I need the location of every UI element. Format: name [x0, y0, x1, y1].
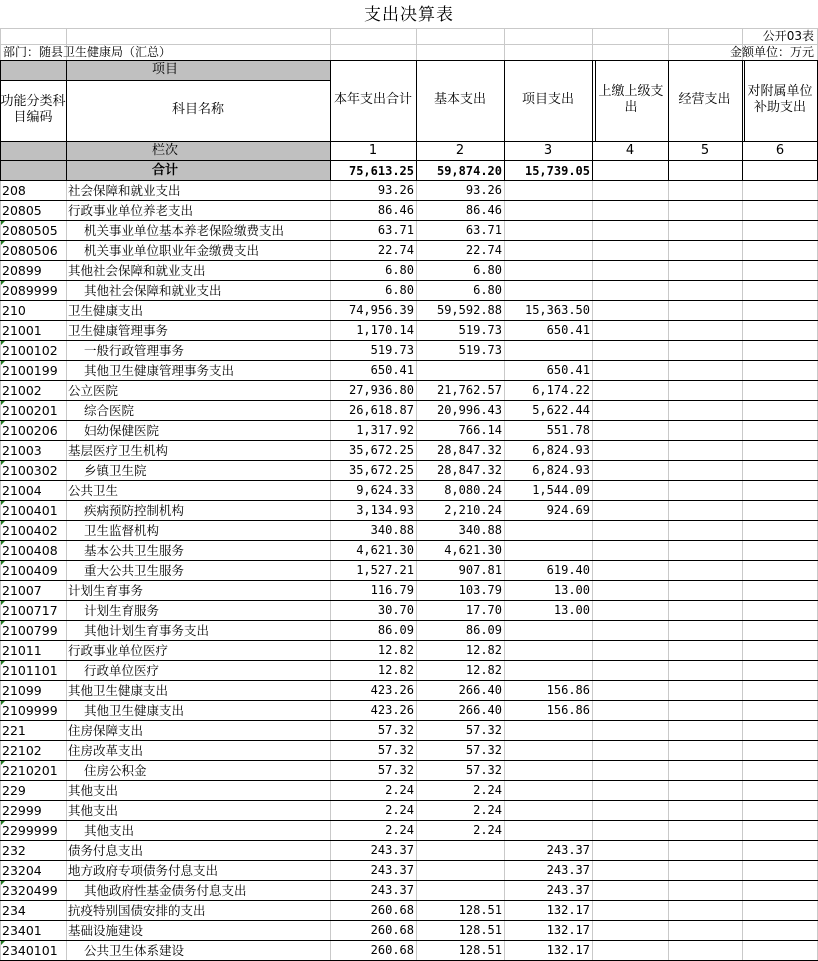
row-basic: 63.71 — [465, 223, 502, 237]
row-basic: 59,592.88 — [436, 303, 502, 317]
row-basic: 766.14 — [458, 423, 502, 437]
row-name: 其他卫生健康支出 — [68, 683, 169, 698]
text-number-indicator-icon — [1, 221, 5, 225]
row-name: 其他社会保障和就业支出 — [68, 263, 206, 278]
grid-line — [592, 60, 593, 180]
row-total: 2.24 — [385, 823, 414, 837]
row-project — [504, 660, 590, 680]
row-project — [504, 640, 590, 660]
row-basic: 2,210.24 — [444, 503, 502, 517]
row-project: 156.86 — [546, 703, 590, 717]
row-code: 23204 — [2, 863, 42, 878]
row-basic: 128.51 — [458, 923, 502, 937]
row-name: 基础设施建设 — [68, 923, 144, 938]
row-total: 9,624.33 — [356, 483, 414, 497]
row-name: 其他社会保障和就业支出 — [84, 283, 222, 298]
row-name: 计划生育事务 — [68, 583, 144, 598]
row-project — [504, 720, 590, 740]
row-basic: 21,762.57 — [436, 383, 502, 397]
row-basic: 266.40 — [458, 703, 502, 717]
row-basic: 8,080.24 — [444, 483, 502, 497]
row-project: 551.78 — [546, 423, 590, 437]
row-code: 21099 — [2, 683, 42, 698]
text-number-indicator-icon — [1, 501, 5, 505]
row-project — [504, 800, 590, 820]
row-project: 15,363.50 — [524, 303, 590, 317]
header-item-group: 项目 — [151, 62, 178, 77]
text-number-indicator-icon — [1, 401, 5, 405]
row-project: 6,174.22 — [532, 383, 590, 397]
row-basic: 2.24 — [473, 783, 502, 797]
row-total: 57.32 — [377, 763, 414, 777]
row-total: 93.26 — [377, 183, 414, 197]
row-total: 63.71 — [377, 223, 414, 237]
row-project — [504, 260, 590, 280]
row-code: 21011 — [2, 643, 42, 658]
row-basic: 17.70 — [465, 603, 502, 617]
grid-line — [0, 28, 818, 29]
row-basic — [416, 880, 502, 900]
row-code: 2080505 — [2, 223, 58, 238]
header-subsidy: 对附属单位补助支出 — [747, 84, 813, 115]
row-code: 2100408 — [2, 543, 58, 558]
row-total: 423.26 — [370, 683, 414, 697]
row-basic: 20,996.43 — [436, 403, 502, 417]
row-project — [504, 200, 590, 220]
row-total: 26,618.87 — [348, 403, 414, 417]
row-name: 债务付息支出 — [68, 843, 144, 858]
row-name: 其他卫生健康管理事务支出 — [84, 363, 235, 378]
row-code: 229 — [2, 783, 26, 798]
row-name: 卫生健康管理事务 — [68, 323, 169, 338]
row-code: 21007 — [2, 583, 42, 598]
row-name: 其他支出 — [84, 823, 135, 838]
row-total: 57.32 — [377, 723, 414, 737]
seq-label: 栏次 — [151, 143, 178, 158]
row-name: 妇幼保健医院 — [84, 423, 160, 438]
row-total: 650.41 — [370, 363, 414, 377]
row-code: 23401 — [2, 923, 42, 938]
row-name: 社会保障和就业支出 — [68, 183, 181, 198]
text-number-indicator-icon — [1, 521, 5, 525]
row-name: 住房公积金 — [84, 763, 147, 778]
row-basic: 86.09 — [465, 623, 502, 637]
text-number-indicator-icon — [1, 821, 5, 825]
text-number-indicator-icon — [1, 361, 5, 365]
row-basic — [416, 860, 502, 880]
row-project: 243.37 — [546, 863, 590, 877]
row-total: 6.80 — [385, 263, 414, 277]
row-total: 1,317.92 — [356, 423, 414, 437]
row-name: 地方政府专项债务付息支出 — [68, 863, 219, 878]
row-project: 650.41 — [546, 323, 590, 337]
row-total: 35,672.25 — [348, 443, 414, 457]
grid-line — [742, 60, 743, 180]
row-code: 2089999 — [2, 283, 58, 298]
row-project: 132.17 — [546, 943, 590, 957]
row-code: 208 — [2, 183, 26, 198]
row-basic: 103.79 — [458, 583, 502, 597]
row-total: 519.73 — [370, 343, 414, 357]
row-project: 132.17 — [546, 903, 590, 917]
seq-num-6: 6 — [775, 143, 785, 158]
row-code: 210 — [2, 303, 26, 318]
row-total: 2.24 — [385, 783, 414, 797]
row-total: 86.46 — [377, 203, 414, 217]
row-code: 21003 — [2, 443, 42, 458]
row-basic: 57.32 — [465, 723, 502, 737]
row-total: 30.70 — [377, 603, 414, 617]
row-basic: 266.40 — [458, 683, 502, 697]
row-project: 13.00 — [553, 603, 590, 617]
row-total: 86.09 — [377, 623, 414, 637]
text-number-indicator-icon — [1, 701, 5, 705]
total-label: 合计 — [151, 162, 178, 178]
row-total: 74,956.39 — [348, 303, 414, 317]
row-total: 260.68 — [370, 923, 414, 937]
row-basic: 93.26 — [465, 183, 502, 197]
row-code: 232 — [2, 843, 26, 858]
row-code: 2080506 — [2, 243, 58, 258]
row-name: 基本公共卫生服务 — [84, 543, 185, 558]
row-project — [504, 340, 590, 360]
row-basic: 86.46 — [465, 203, 502, 217]
row-project: 243.37 — [546, 883, 590, 897]
row-total: 116.79 — [370, 583, 414, 597]
row-code: 2299999 — [2, 823, 58, 838]
header-business: 经营支出 — [678, 92, 731, 107]
unit-label: 金额单位：万元 — [729, 45, 814, 59]
row-code: 21004 — [2, 483, 42, 498]
row-basic: 28,847.32 — [436, 443, 502, 457]
row-name: 一般行政管理事务 — [84, 343, 185, 358]
text-number-indicator-icon — [1, 281, 5, 285]
row-name: 机关事业单位职业年金缴费支出 — [84, 243, 260, 258]
row-name: 住房保障支出 — [68, 723, 144, 738]
row-basic: 128.51 — [458, 903, 502, 917]
row-name: 其他计划生育事务支出 — [84, 623, 210, 638]
total-basic: 59,874.20 — [436, 164, 502, 178]
row-code: 2100409 — [2, 563, 58, 578]
row-name: 公共卫生体系建设 — [84, 943, 185, 958]
row-project: 5,622.44 — [532, 403, 590, 417]
text-number-indicator-icon — [1, 601, 5, 605]
row-basic: 12.82 — [465, 663, 502, 677]
row-code: 22999 — [2, 803, 42, 818]
row-basic — [416, 840, 502, 860]
text-number-indicator-icon — [1, 341, 5, 345]
row-total: 1,527.21 — [356, 563, 414, 577]
row-total: 340.88 — [370, 523, 414, 537]
row-basic: 2.24 — [473, 803, 502, 817]
row-name: 抗疫特别国债安排的支出 — [68, 903, 206, 918]
row-name: 公共卫生 — [68, 483, 119, 498]
row-total: 4,621.30 — [356, 543, 414, 557]
row-code: 2100206 — [2, 423, 58, 438]
row-total: 243.37 — [370, 883, 414, 897]
text-number-indicator-icon — [1, 541, 5, 545]
row-basic: 907.81 — [458, 563, 502, 577]
row-total: 27,936.80 — [348, 383, 414, 397]
row-basic: 57.32 — [465, 763, 502, 777]
row-total: 260.68 — [370, 903, 414, 917]
row-project: 6,824.93 — [532, 463, 590, 477]
text-number-indicator-icon — [1, 621, 5, 625]
row-basic — [416, 360, 502, 380]
row-total: 22.74 — [377, 243, 414, 257]
header-total: 本年支出合计 — [333, 92, 412, 107]
report-title: 支出决算表 — [364, 5, 454, 25]
row-basic: 4,621.30 — [444, 543, 502, 557]
row-total: 12.82 — [377, 643, 414, 657]
text-number-indicator-icon — [1, 941, 5, 945]
row-project — [504, 520, 590, 540]
row-project: 924.69 — [546, 503, 590, 517]
row-basic: 340.88 — [458, 523, 502, 537]
text-number-indicator-icon — [1, 421, 5, 425]
row-project: 132.17 — [546, 923, 590, 937]
row-name: 其他支出 — [68, 803, 119, 818]
row-code: 221 — [2, 723, 26, 738]
row-name: 基层医疗卫生机构 — [68, 443, 169, 458]
row-name: 综合医院 — [84, 403, 135, 418]
row-code: 22102 — [2, 743, 42, 758]
row-project — [504, 780, 590, 800]
row-project — [504, 620, 590, 640]
text-number-indicator-icon — [1, 661, 5, 665]
header-upper: 上缴上级支出 — [598, 84, 664, 115]
row-name: 疾病预防控制机构 — [84, 503, 185, 518]
row-project: 650.41 — [546, 363, 590, 377]
row-code: 2320499 — [2, 883, 58, 898]
row-code: 2100717 — [2, 603, 58, 618]
row-project — [504, 280, 590, 300]
row-project — [504, 740, 590, 760]
row-code: 2109999 — [2, 703, 58, 718]
row-total: 12.82 — [377, 663, 414, 677]
row-name: 计划生育服务 — [84, 603, 160, 618]
row-total: 35,672.25 — [348, 463, 414, 477]
row-project — [504, 220, 590, 240]
row-code: 20805 — [2, 203, 42, 218]
row-total: 243.37 — [370, 863, 414, 877]
total-project: 15,739.05 — [524, 164, 590, 178]
row-code: 234 — [2, 903, 26, 918]
row-name: 行政事业单位养老支出 — [68, 203, 194, 218]
row-total: 243.37 — [370, 843, 414, 857]
row-name: 其他政府性基金债务付息支出 — [84, 883, 247, 898]
row-total: 2.24 — [385, 803, 414, 817]
row-total: 423.26 — [370, 703, 414, 717]
row-name: 机关事业单位基本养老保险缴费支出 — [84, 223, 285, 238]
row-basic: 519.73 — [458, 343, 502, 357]
seq-num-1: 1 — [368, 143, 378, 158]
row-code: 2340101 — [2, 943, 58, 958]
row-code: 2100401 — [2, 503, 58, 518]
row-basic: 12.82 — [465, 643, 502, 657]
row-basic: 57.32 — [465, 743, 502, 757]
seq-num-2: 2 — [455, 143, 465, 158]
row-basic: 2.24 — [473, 823, 502, 837]
total-sum: 75,613.25 — [348, 164, 414, 178]
row-total: 1,170.14 — [356, 323, 414, 337]
header-project: 项目支出 — [521, 92, 574, 107]
row-code: 21001 — [2, 323, 42, 338]
row-project — [504, 540, 590, 560]
row-code: 2100402 — [2, 523, 58, 538]
row-project: 1,544.09 — [532, 483, 590, 497]
row-name: 重大公共卫生服务 — [84, 563, 185, 578]
text-number-indicator-icon — [1, 561, 5, 565]
row-name: 其他卫生健康支出 — [84, 703, 185, 718]
row-project: 243.37 — [546, 843, 590, 857]
row-project: 619.40 — [546, 563, 590, 577]
row-project — [504, 180, 590, 200]
row-name: 卫生监督机构 — [84, 523, 160, 538]
row-code: 2100201 — [2, 403, 58, 418]
row-total: 260.68 — [370, 943, 414, 957]
row-name: 其他支出 — [68, 783, 119, 798]
row-code: 2210201 — [2, 763, 58, 778]
row-code: 2100102 — [2, 343, 58, 358]
row-code: 2101101 — [2, 663, 58, 678]
department-label: 部门：随县卫生健康局（汇总） — [3, 45, 172, 59]
text-number-indicator-icon — [1, 241, 5, 245]
header-name: 科目名称 — [171, 102, 224, 117]
row-project: 156.86 — [546, 683, 590, 697]
text-number-indicator-icon — [1, 761, 5, 765]
row-name: 乡镇卫生院 — [84, 463, 147, 478]
row-basic: 519.73 — [458, 323, 502, 337]
row-code: 20899 — [2, 263, 42, 278]
row-project — [504, 820, 590, 840]
row-basic: 22.74 — [465, 243, 502, 257]
row-basic: 28,847.32 — [436, 463, 502, 477]
row-project — [504, 240, 590, 260]
row-basic: 6.80 — [473, 263, 502, 277]
row-project — [504, 760, 590, 780]
row-total: 57.32 — [377, 743, 414, 757]
header-basic: 基本支出 — [433, 92, 486, 107]
row-name: 住房改革支出 — [68, 743, 144, 758]
row-name: 行政事业单位医疗 — [68, 643, 169, 658]
row-code: 2100799 — [2, 623, 58, 638]
row-name: 公立医院 — [68, 383, 119, 398]
row-code: 21002 — [2, 383, 42, 398]
header-code: 功能分类科目编码 — [0, 94, 66, 125]
seq-num-5: 5 — [700, 143, 710, 158]
text-number-indicator-icon — [1, 461, 5, 465]
form-code: 公开03表 — [762, 29, 814, 43]
text-number-indicator-icon — [1, 881, 5, 885]
row-total: 3,134.93 — [356, 503, 414, 517]
row-total: 6.80 — [385, 283, 414, 297]
seq-num-4: 4 — [625, 143, 635, 158]
row-name: 卫生健康支出 — [68, 303, 144, 318]
seq-num-3: 3 — [543, 143, 553, 158]
row-basic: 6.80 — [473, 283, 502, 297]
row-code: 2100302 — [2, 463, 58, 478]
row-project: 6,824.93 — [532, 443, 590, 457]
row-name: 行政单位医疗 — [84, 663, 160, 678]
row-code: 2100199 — [2, 363, 58, 378]
row-basic: 128.51 — [458, 943, 502, 957]
row-project: 13.00 — [553, 583, 590, 597]
